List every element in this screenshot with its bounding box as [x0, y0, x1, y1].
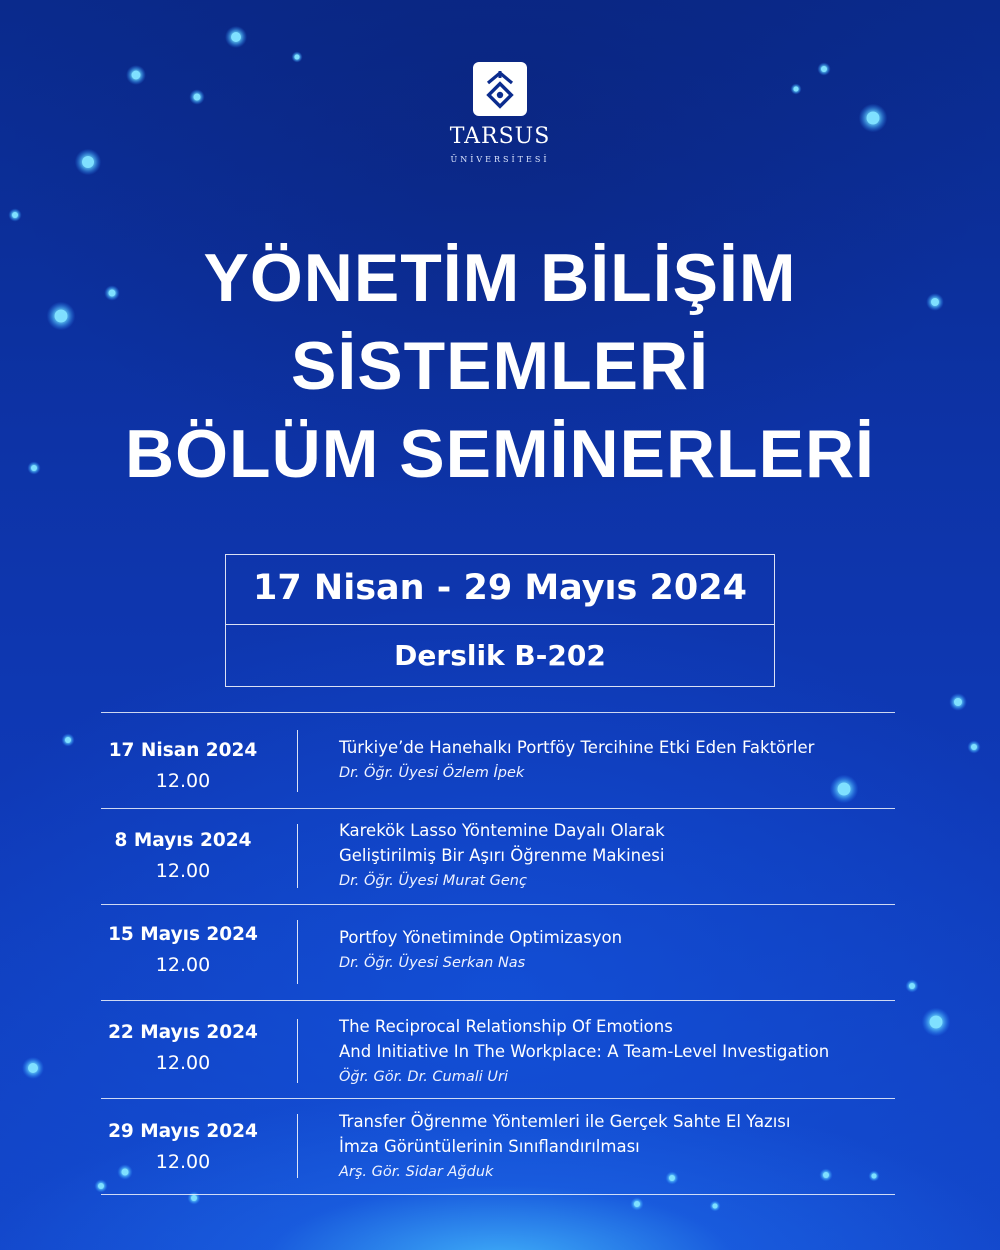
seminar-date: 17 Nisan 2024 — [108, 740, 258, 761]
seminar-speaker: Arş. Gör. Sidar Ağduk — [339, 1164, 494, 1180]
light-dot — [794, 87, 799, 92]
title-line: SİSTEMLERİ — [290, 328, 710, 404]
light-dot — [82, 156, 94, 168]
seminar-date: 8 Mayıs 2024 — [114, 830, 252, 851]
light-dot — [930, 1016, 943, 1029]
divider — [297, 920, 298, 984]
seminar-row — [101, 1001, 895, 1098]
light-dot — [295, 55, 300, 60]
divider — [297, 1114, 298, 1178]
light-dot — [191, 1195, 197, 1201]
light-dot — [12, 212, 18, 218]
seminar-time: 12.00 — [155, 860, 211, 882]
university-logo-icon — [473, 62, 527, 116]
light-dot — [867, 112, 880, 125]
seminar-title: And Initiative In The Workplace: A Team-Level Investigation — [339, 1042, 830, 1061]
light-dot — [194, 94, 201, 101]
seminar-title: Karekök Lasso Yöntemine Dayalı Olarak — [339, 821, 665, 840]
seminar-title: The Reciprocal Relationship Of Emotions — [339, 1017, 673, 1036]
seminar-schedule — [101, 712, 895, 1195]
seminar-row — [101, 713, 895, 808]
light-dot — [634, 1201, 640, 1207]
light-dot — [909, 983, 915, 989]
light-dot — [231, 32, 241, 42]
seminar-title: Portfoy Yönetiminde Optimizasyon — [339, 928, 623, 947]
room-label: Derslik B-202 — [394, 639, 606, 672]
seminar-time: 12.00 — [155, 1151, 211, 1173]
light-dot — [132, 71, 141, 80]
seminar-title: Türkiye’de Hanehalkı Portföy Tercihine Etki Eden Faktörler — [339, 738, 815, 757]
seminar-row — [101, 809, 895, 904]
university-subtitle: ÜNİVERSİTESİ — [450, 155, 550, 164]
seminar-speaker: Öğr. Gör. Dr. Cumali Uri — [339, 1069, 509, 1085]
date-range: 17 Nisan - 29 Mayıs 2024 — [226, 555, 774, 625]
light-dot — [65, 737, 71, 743]
light-dot — [821, 66, 827, 72]
title-line: YÖNETİM BİLİŞİM — [203, 240, 797, 316]
seminar-time: 12.00 — [155, 1052, 211, 1074]
seminar-date: 22 Mayıs 2024 — [108, 1022, 258, 1043]
divider — [297, 824, 298, 888]
seminar-row — [101, 1099, 895, 1194]
seminar-date: 29 Mayıs 2024 — [108, 1121, 258, 1142]
seminar-time: 12.00 — [155, 770, 211, 792]
page-title — [0, 234, 1000, 498]
seminar-time: 12.00 — [155, 954, 211, 976]
light-dot — [28, 1063, 38, 1073]
seminar-speaker: Dr. Öğr. Üyesi Serkan Nas — [339, 955, 526, 971]
light-dot — [971, 744, 977, 750]
university-name: TARSUS — [449, 124, 551, 149]
divider — [101, 1194, 895, 1195]
divider — [297, 730, 298, 792]
divider — [297, 1019, 298, 1083]
event-info-box — [225, 554, 775, 687]
light-dot — [713, 1204, 718, 1209]
seminar-title: Geliştirilmiş Bir Aşırı Öğrenme Makinesi — [339, 846, 665, 865]
title-line: BÖLÜM SEMİNERLERİ — [125, 416, 875, 492]
seminar-date: 15 Mayıs 2024 — [108, 924, 258, 945]
seminar-title: İmza Görüntülerinin Sınıflandırılması — [339, 1137, 640, 1156]
seminar-speaker: Dr. Öğr. Üyesi Özlem İpek — [339, 765, 525, 781]
seminar-row — [101, 905, 895, 1000]
seminar-title: Transfer Öğrenme Yöntemleri ile Gerçek Sahte El Yazısı — [339, 1112, 791, 1131]
seminar-speaker: Dr. Öğr. Üyesi Murat Genç — [339, 873, 527, 889]
light-dot — [954, 698, 962, 706]
